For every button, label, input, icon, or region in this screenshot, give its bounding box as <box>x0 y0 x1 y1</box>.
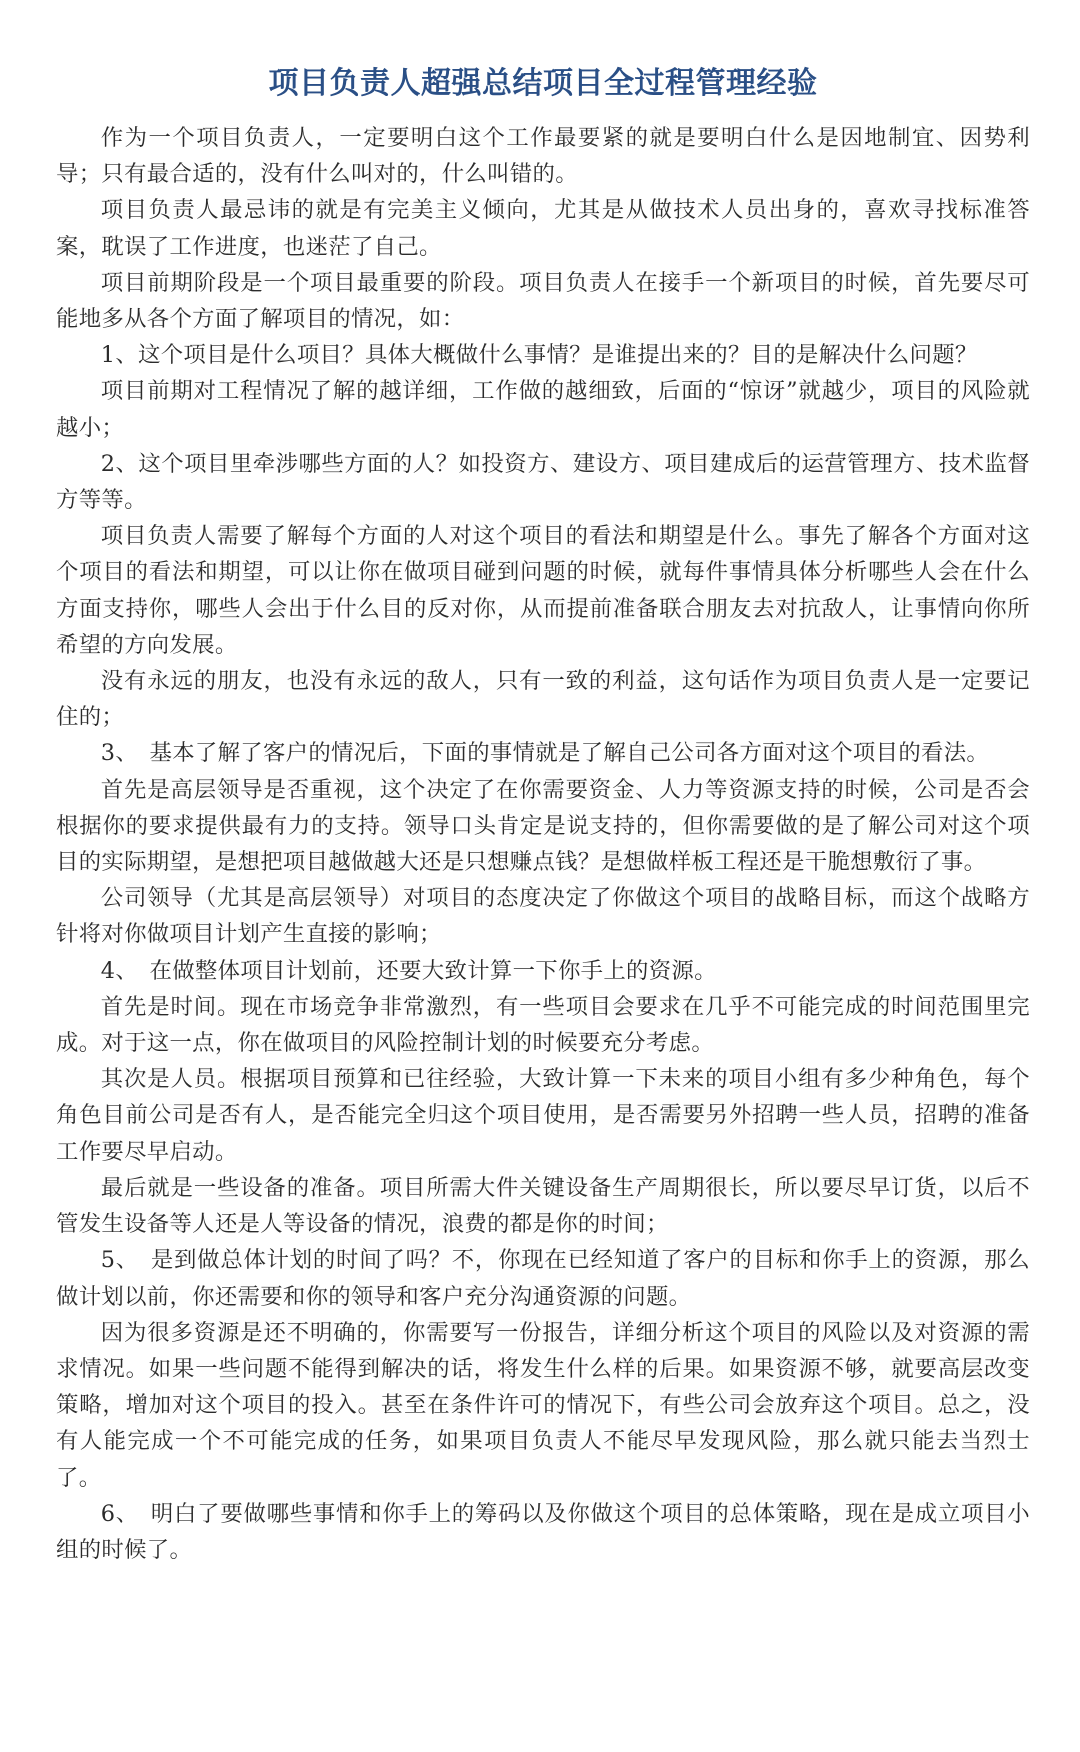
paragraph: 项目负责人需要了解每个方面的人对这个项目的看法和期望是什么。事先了解各个方面对这个项目的看法和期望，可以让你在做项目碰到问题的时候，就每件事情具体分析哪些人会在什么方面支持你，哪些人会出于什么目的反对你，从而提前准备联合朋友去对抗敌人，让事情向你所希望的方向发展。 <box>56 523 1030 658</box>
paragraph: 首先是高层领导是否重视，这个决定了在你需要资金、人力等资源支持的时候，公司是否会根据你的要求提供最有力的支持。领导口头肯定是说支持的，但你需要做的是了解公司对这个项目的实际期望，是想把项目越做越大还是只想赚点钱？是想做样板工程还是干脆想敷衍了事。 <box>56 776 1030 876</box>
paragraph: 没有永远的朋友，也没有永远的敌人，只有一致的利益，这句话作为项目负责人是一定要记住的； <box>56 668 1030 731</box>
numbered-paragraph: 1、这个项目是什么项目？具体大概做什么事情？是谁提出来的？目的是解决什么问题？ <box>100 342 978 369</box>
paragraph: 公司领导（尤其是高层领导）对项目的态度决定了你做这个项目的战略目标，而这个战略方针将对你做项目计划产生直接的影响； <box>56 885 1030 948</box>
document-body <box>56 120 1030 1568</box>
paragraph: 最后就是一些设备的准备。项目所需大件关键设备生产周期很长，所以要尽早订货，以后不管发生设备等人还是人等设备的情况，浪费的都是你的时间； <box>56 1174 1030 1238</box>
paragraph: 项目负责人最忌讳的就是有完美主义倾向，尤其是从做技术人员出身的，喜欢寻找标准答案，耽误了工作进度，也迷茫了自己。 <box>56 197 1030 260</box>
numbered-paragraph: 4、 在做整体项目计划前，还要大致计算一下你手上的资源。 <box>100 957 717 984</box>
paragraph: 因为很多资源是还不明确的，你需要写一份报告，详细分析这个项目的风险以及对资源的需求情况。如果一些问题不能得到解决的话，将发生什么样的后果。如果资源不够，就要高层改变策略，增加对这个项目的投入。甚至在条件许可的情况下，有些公司会放弃这个项目。总之，没有人能完成一个不可能完成的任务，如果项目负责人不能尽早发现风险，那么就只能去当烈士了。 <box>56 1319 1030 1491</box>
numbered-paragraph: 6、 明白了要做哪些事情和你手上的筹码以及你做这个项目的总体策略，现在是成立项目小组的时候了。 <box>56 1500 1030 1563</box>
paragraph: 其次是人员。根据项目预算和已往经验，大致计算一下未来的项目小组有多少种角色，每个角色目前公司是否有人，是否能完全归这个项目使用，是否需要另外招聘一些人员，招聘的准备工作要尽早启动。 <box>56 1066 1030 1165</box>
numbered-paragraph: 2、这个项目里牵涉哪些方面的人？如投资方、建设方、项目建成后的运营管理方、技术监督方等等。 <box>56 450 1030 514</box>
numbered-paragraph: 5、 是到做总体计划的时间了吗？不，你现在已经知道了客户的目标和你手上的资源，那么做计划以前，你还需要和你的领导和客户充分沟通资源的问题。 <box>56 1247 1030 1310</box>
document-title: 项目负责人超强总结项目全过程管理经验 <box>268 66 818 101</box>
paragraph: 项目前期对工程情况了解的越详细，工作做的越细致，后面的“惊讶”就越少，项目的风险就越小； <box>56 378 1030 441</box>
numbered-paragraph: 3、 基本了解了客户的情况后，下面的事情就是了解自己公司各方面对这个项目的看法。 <box>100 740 990 767</box>
paragraph: 首先是时间。现在市场竞争非常激烈，有一些项目会要求在几乎不可能完成的时间范围里完成。对于这一点，你在做项目的风险控制计划的时候要充分考虑。 <box>56 993 1030 1057</box>
paragraph: 项目前期阶段是一个项目最重要的阶段。项目负责人在接手一个新项目的时候，首先要尽可能地多从各个方面了解项目的情况，如： <box>56 269 1030 333</box>
paragraph: 作为一个项目负责人，一定要明白这个工作最要紧的就是要明白什么是因地制宜、因势利导；只有最合适的，没有什么叫对的，什么叫错的。 <box>56 125 1030 188</box>
